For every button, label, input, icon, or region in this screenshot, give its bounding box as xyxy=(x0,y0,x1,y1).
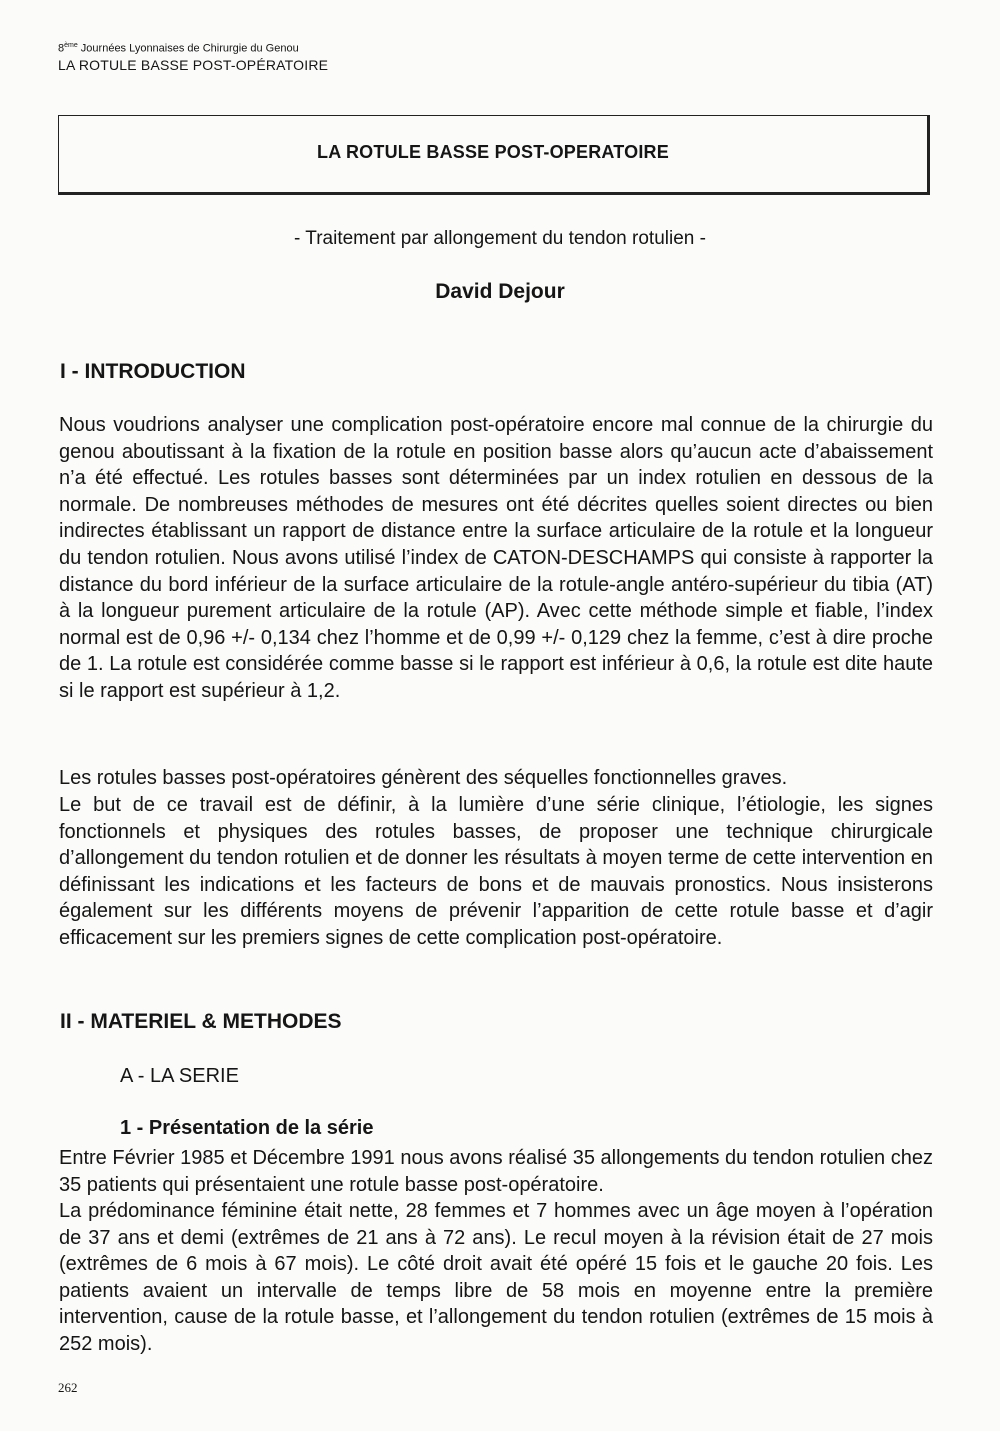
author-name: David Dejour xyxy=(435,280,565,303)
page-number: 262 xyxy=(58,1380,78,1395)
section-heading-methods: II - MATERIEL & METHODES xyxy=(60,1010,342,1033)
article-subtitle: - Traitement par allongement du tendon rotulien - xyxy=(294,228,706,249)
running-header xyxy=(58,38,328,73)
introduction-paragraph-3: Le but de ce travail est de définir, à la lumière d’une série clinique, l’étiologie, les signes fonctionnels et physiques des rotules basses, de proposer une technique chirurgicale d’allongement du tendon rotulien et de donner les résultats à moyen terme de cette intervention en définissant les indications et les facteurs de bons et de mauvais pronostics. Nous insisterons également sur les différents moyens de prévenir l’apparition de cette rotule basse et d’agir efficacement sur les premiers signes de cette complication post-opératoire. xyxy=(59,794,933,949)
running-title: LA ROTULE BASSE POST-OPÉRATOIRE xyxy=(58,56,329,73)
section-heading-introduction: I - INTRODUCTION xyxy=(60,360,246,383)
subsection-heading-serie: A - LA SERIE xyxy=(120,1065,239,1087)
methods-paragraph-2: La prédominance féminine était nette, 28 femmes et 7 hommes avec un âge moyen à l’opération de 37 ans et demi (extrêmes de 21 ans à 72 ans). Le recul moyen à la révision était de 27 mois (extrêmes de 6 mois à 67 mois). Le côté droit avait été opéré 15 fois et le gauche 20 fois. Les patients avaient un intervalle de temps libre de 58 mois en moyenne entre la première intervention, cause de la rotule basse, et l’allongement du tendon rotulien (extrêmes de 15 mois à 252 mois). xyxy=(59,1200,933,1355)
subsection-heading-presentation: 1 - Présentation de la série xyxy=(120,1117,374,1139)
title-box xyxy=(58,115,930,195)
article-title: LA ROTULE BASSE POST-OPERATOIRE xyxy=(317,141,669,162)
methods-paragraph-1: Entre Février 1985 et Décembre 1991 nous avons réalisé 35 allongements du tendon rotulien chez 35 patients qui présentaient une rotule basse post-opératoire. xyxy=(59,1147,933,1196)
introduction-paragraph-2: Les rotules basses post-opératoires génèrent des séquelles fonctionnelles graves. xyxy=(59,767,788,789)
journal-name: 8ème Journées Lyonnaises de Chirurgie du Genou xyxy=(58,42,299,55)
introduction-paragraph-1: Nous voudrions analyser une complication post-opératoire encore mal connue de la chirurgie du genou aboutissant à la fixation de la rotule en position basse alors qu’aucun acte d’abaissement n’a été effectué. Les rotules basses sont déterminées par un index rotulien en dessous de la normale. De nombreuses méthodes de mesures ont été décrites quelles soient directes ou bien indirectes établissant un rapport de distance entre la surface articulaire de la rotule et la longueur du tendon rotulien. Nous avons utilisé l’index de CATON-DESCHAMPS qui consiste à rapporter la distance du bord inférieur de la surface articulaire de la rotule-angle antéro-supérieur du tibia (AT) à la longueur purement articulaire de la rotule (AP). Avec cette méthode simple et fiable, l’index normal est de 0,96 +/- 0,134 chez l’homme et de 0,99 +/- 0,129 chez la femme, c’est à dire proche de 1. La rotule est considérée comme basse si le rapport est inférieur à 0,6, la rotule est dite haute si le rapport est supérieur à 1,2. xyxy=(59,414,933,702)
